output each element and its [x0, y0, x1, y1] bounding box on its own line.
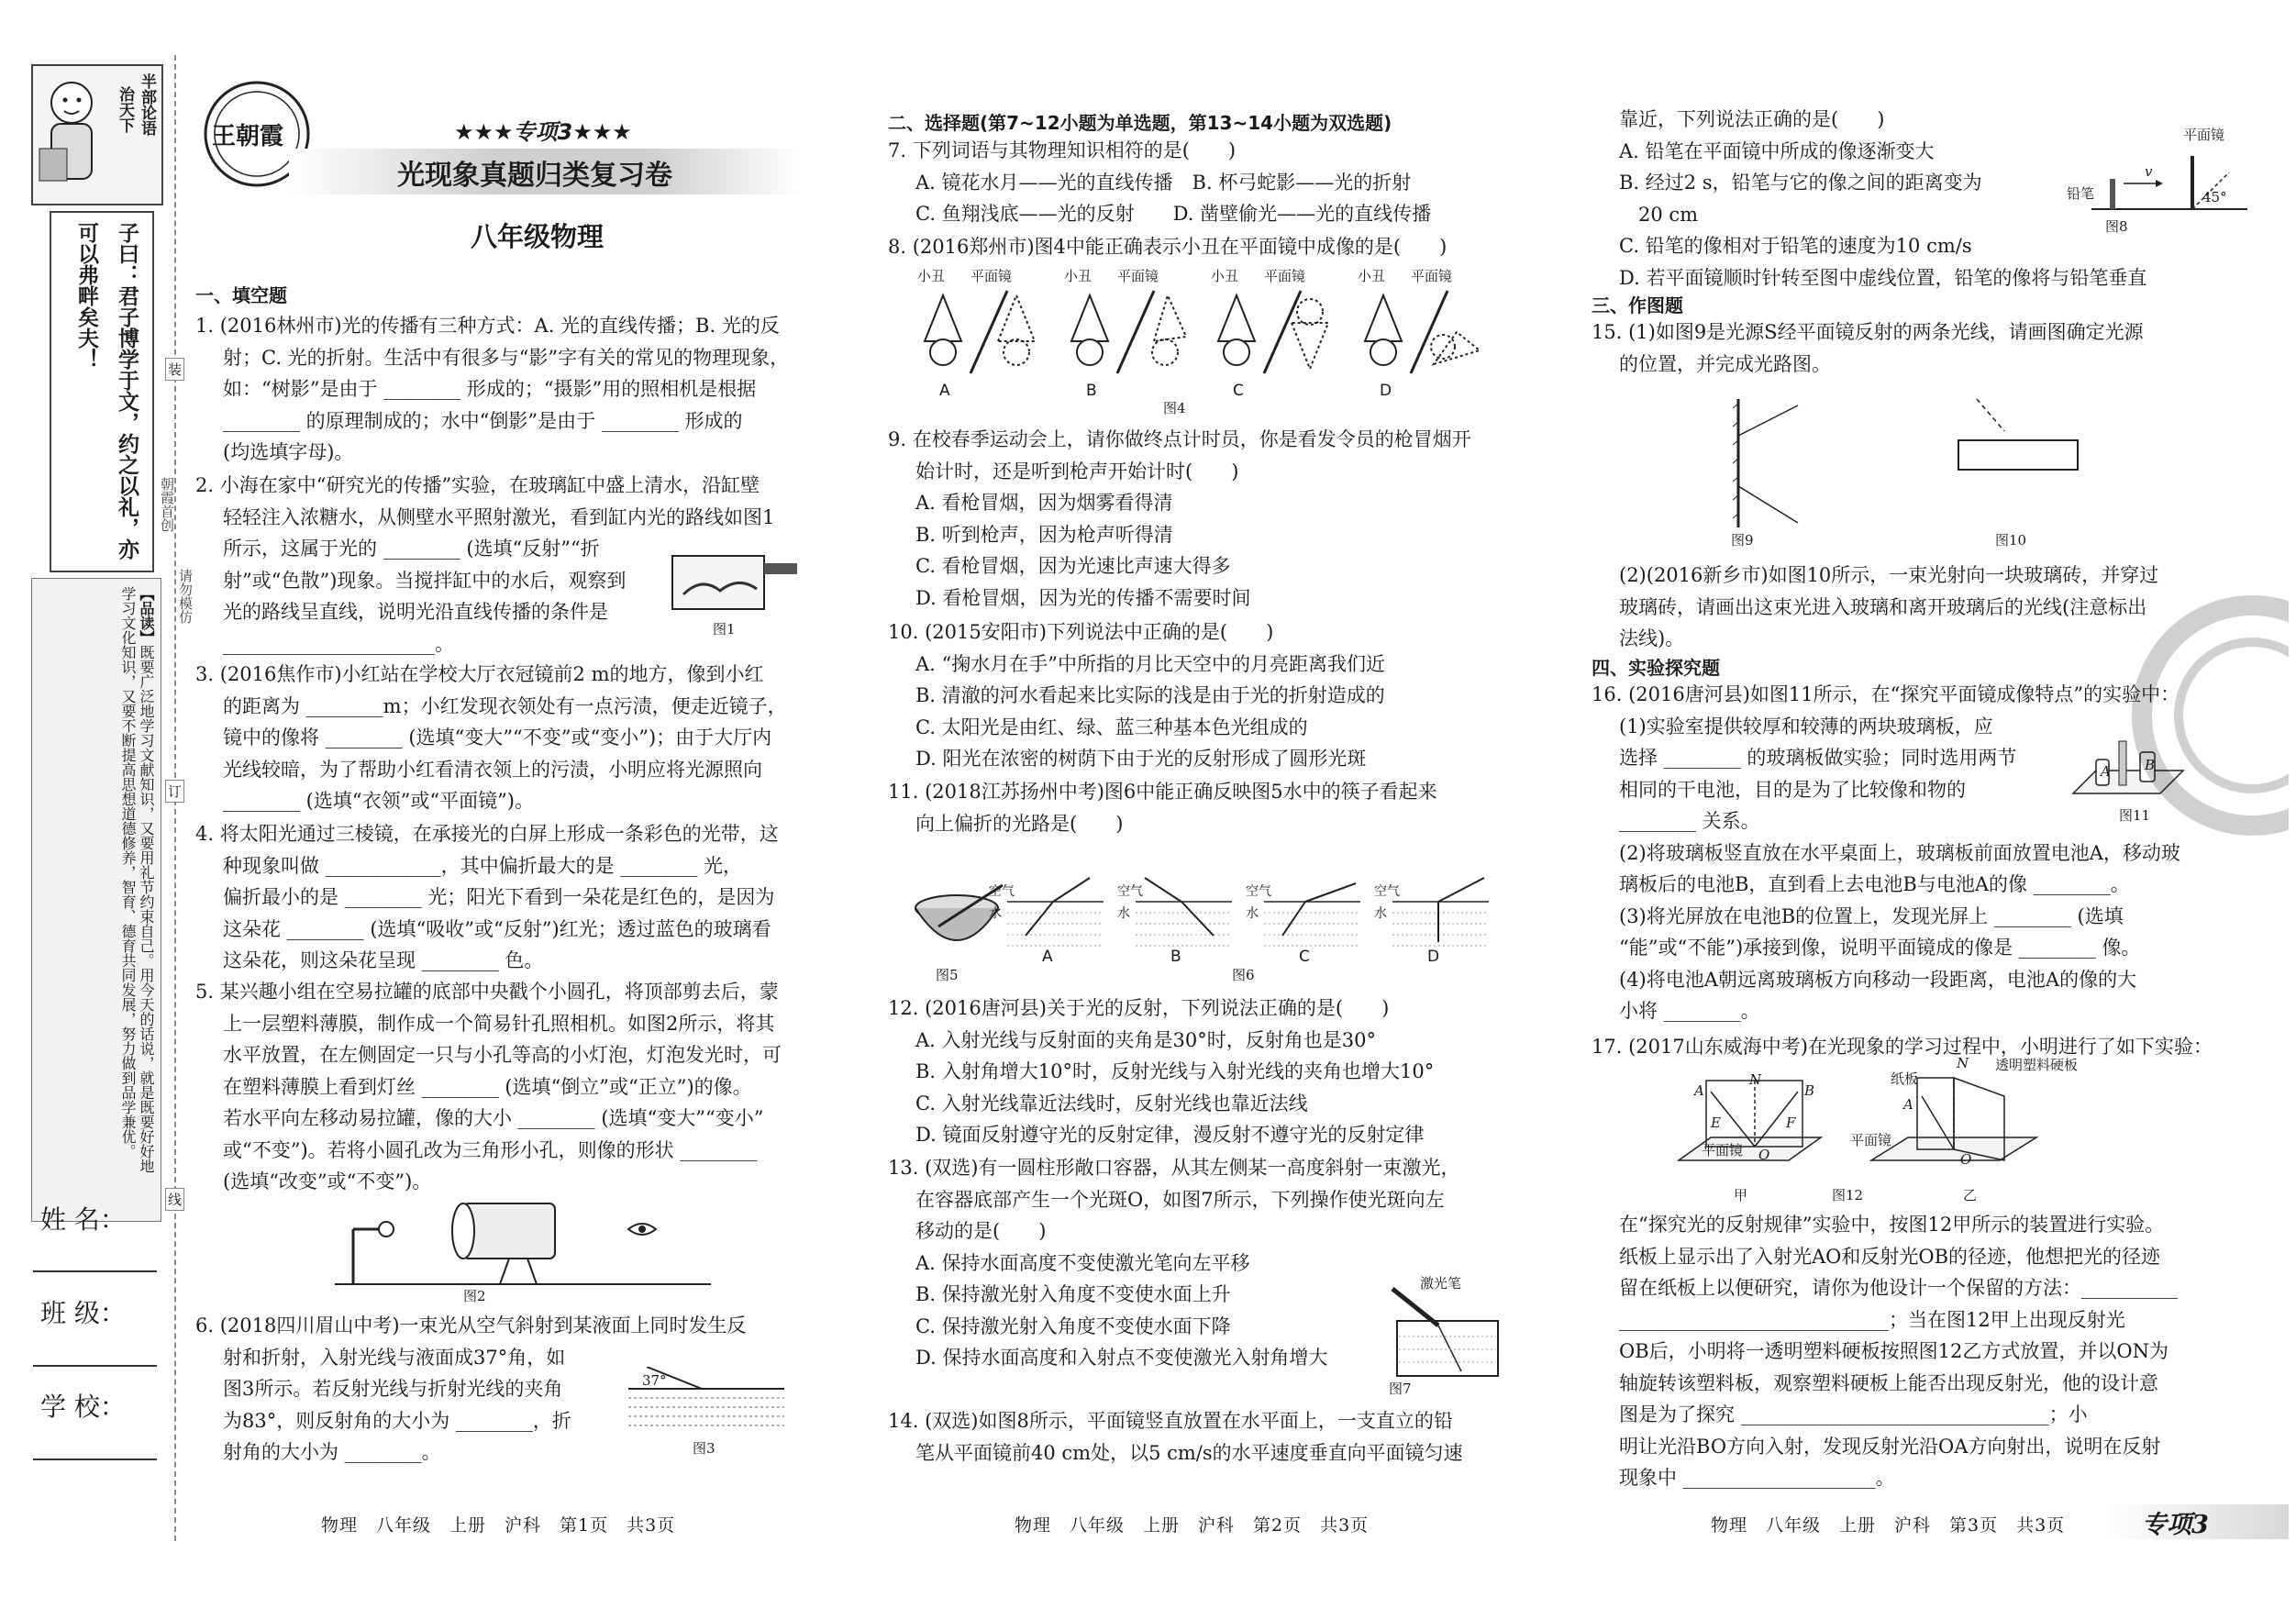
- sidebar: [18, 64, 194, 1173]
- q5-line: 水平放置，在左侧固定一只与小孔等高的小灯泡，灯泡发光时，可: [223, 1044, 782, 1066]
- fig12-yi-mirror: 平面镜: [1850, 1132, 1892, 1148]
- fig6-option-label: D: [1427, 948, 1440, 966]
- fig6-option-label: B: [1170, 948, 1181, 966]
- zhuanxiang-badge: ★★★专项3★★★: [454, 119, 632, 145]
- q3-line: 3. (2016焦作市)小红站在学校大厅衣冠镜前2 m的地方，像到小红: [195, 663, 764, 685]
- column-3: [1592, 0, 2289, 1597]
- fig4-option-b: [1062, 266, 1200, 404]
- q16-line: 选择 ________ 的玻璃板做实验；同时选用两节: [1619, 747, 2017, 769]
- badge-line-1: 半部论语: [138, 73, 156, 136]
- fig6-air-label: 空气: [989, 884, 1015, 899]
- fig4-option-label: C: [1233, 382, 1244, 400]
- class-field-label: 班 级：: [40, 1298, 126, 1328]
- name-field-label: 姓 名：: [40, 1204, 126, 1235]
- pindu-text: [118, 586, 155, 1173]
- question-11: [888, 776, 1437, 839]
- q10-line: 10. (2015安阳市)下列说法中正确的是( ): [888, 621, 1274, 643]
- fig8-velocity-label: v: [2145, 163, 2153, 180]
- cartoon-badge: [31, 64, 163, 205]
- q1-line: (均选填字母)。: [223, 441, 354, 463]
- clown-icon: [1209, 286, 1337, 378]
- fig12-label-n: N: [1749, 1071, 1762, 1088]
- fig4-label-clown: 小丑: [1064, 268, 1093, 284]
- fig4-label-mirror: 平面镜: [1117, 268, 1159, 284]
- quote-box: [50, 211, 154, 572]
- q12-line: D. 镜面反射遵守光的反射定律，漫反射不遵守光的反射定律: [915, 1124, 1425, 1146]
- fig4-caption: 图4: [1163, 400, 1186, 416]
- footer-tag-text: 专项3: [2142, 1511, 2209, 1539]
- q3-line: 镜中的像将 ________ (选填“变大”“不变”或“变小”)；由于大厅内: [223, 726, 772, 749]
- q12-line: B. 入射角增大10°时，反射光线与入射光线的夹角也增大10°: [915, 1060, 1435, 1082]
- q16-line: 璃板后的电池B，直到看上去电池B与电池A的像 ________。: [1619, 873, 2130, 895]
- fig12-jia-label: 甲: [1734, 1187, 1748, 1203]
- q15b-line: 法线)。: [1619, 627, 1685, 649]
- q5-line: 5. 某兴趣小组在空易拉罐的底部中央戳个小圆孔，将顶部剪去后，蒙: [195, 981, 779, 1003]
- q12-line: C. 入射光线靠近法线时，反射光线也靠近法线: [915, 1092, 1308, 1115]
- fig8-mirror-label: 平面镜: [2183, 127, 2225, 143]
- q13-line: A. 保持水面高度不变使激光笔向左平移: [915, 1251, 1250, 1274]
- motto-1: 朝霞首创: [159, 477, 175, 532]
- light-path-icon: [1117, 876, 1237, 949]
- q13-line: 移动的是( ): [915, 1220, 1047, 1242]
- motto-2: 请勿模仿: [177, 569, 194, 624]
- q9-line: C. 看枪冒烟，因为光速比声速大得多: [915, 555, 1231, 577]
- fig12-label-f: F: [1786, 1115, 1796, 1131]
- section-4-heading: 四、实验探究题: [1592, 657, 1720, 679]
- q14-line: 14. (双选)如图8所示，平面镜竖直放置在水平面上，一支直立的铅: [888, 1410, 1453, 1432]
- question-3: [195, 659, 787, 817]
- fig4-option-a: [915, 266, 1053, 404]
- fig12-label-e: E: [1711, 1115, 1721, 1131]
- q17b-line: OB后，小明将一透明塑料硬板按照图12乙方式放置，并以ON为: [1619, 1340, 2168, 1362]
- q13-line: 13. (双选)有一圆柱形敞口容器，从其左侧某一高度斜射一束激光，: [888, 1157, 1460, 1179]
- q10-line: D. 阳光在浓密的树荫下由于光的反射形成了圆形光斑: [915, 748, 1367, 770]
- q13-line: C. 保持激光射入角度不变使水面下降: [915, 1314, 1231, 1337]
- fig8-angle-label: 45°: [2202, 189, 2227, 205]
- q17b-line: 轴旋转该塑料板，观察塑料硬板上能否出现反射光，他的设计意: [1619, 1371, 2158, 1394]
- fig4-option-label: D: [1380, 382, 1392, 400]
- q10-line: A. “掬水月在手”中所指的月比天空中的月亮距离我们近: [915, 652, 1385, 675]
- fig6-option-label: A: [1042, 948, 1053, 966]
- question-4: [195, 818, 779, 977]
- fig9-mirror-rays: [1711, 394, 1821, 532]
- section-2-heading: 二、选择题(第7~12小题为单选题，第13~14小题为双选题): [888, 112, 1392, 134]
- pindu-body: 既要广泛地学习文献知识，又要用礼节约束自己。用今天的话说，就是既要好好地学习文化知识，又要不断提高思想道德修养，智育、德育共同发展，努力做到品学兼优。: [119, 586, 155, 1173]
- q2-line: 光的路线呈直线，说明光沿直线传播的条件是: [223, 601, 608, 623]
- q16-line: ________ 关系。: [1619, 810, 1760, 832]
- question-14: [888, 1374, 1463, 1469]
- q14b-line: D. 若平面镜顺时针转至图中虚线位置，铅笔的像将与铅笔垂直: [1619, 266, 2147, 289]
- q16-line: “能”或“不能”)承接到像，说明平面镜成的像是 ________ 像。: [1619, 937, 2141, 959]
- fig6-water-label: 水: [1374, 906, 1387, 921]
- q8-line: 8. (2016郑州市)图4中能正确表示小丑在平面镜中成像的是( ): [888, 236, 1447, 258]
- name-field-line[interactable]: [33, 1270, 157, 1272]
- fig11-caption: 图11: [2119, 807, 2151, 824]
- q9-line: 9. 在校春季运动会上，请你做终点计时员，你是看发令员的枪冒烟开: [888, 428, 1471, 450]
- fig6-option-c: [1246, 876, 1365, 968]
- fig7-caption: 图7: [1389, 1381, 1412, 1397]
- fig12-yi-paper: 纸板: [1891, 1070, 1919, 1087]
- fig6-water-label: 水: [1117, 906, 1130, 921]
- section-3-heading: 三、作图题: [1592, 294, 1683, 316]
- question-15: [1592, 316, 2144, 380]
- question-15-part2: [1619, 560, 2158, 655]
- q13-line: 在容器底部产生一个光斑O，如图7所示，下列操作使光斑向左: [915, 1188, 1445, 1211]
- q6-line: 射角的大小为 ________。: [223, 1441, 441, 1463]
- fig12-yi-a: A: [1903, 1096, 1913, 1113]
- q4-line: 这朵花，则这朵花呈现 ________ 色。: [223, 949, 544, 971]
- q12-line: A. 入射光线与反射面的夹角是30°时，反射角也是30°: [915, 1028, 1376, 1051]
- question-17-body: [1619, 1209, 2178, 1494]
- question-5: [195, 976, 782, 1198]
- fig11-label-a: A: [2101, 763, 2111, 780]
- clown-icon: [1062, 286, 1191, 378]
- fig4-option-label: A: [939, 382, 950, 400]
- q10-line: C. 太阳光是由红、绿、蓝三种基本色光组成的: [915, 715, 1308, 738]
- fig4: [915, 266, 1503, 413]
- q6-line: 图3所示。若反射光线与折射光线的夹角: [223, 1378, 563, 1400]
- fig12-label-a: A: [1694, 1082, 1704, 1099]
- q4-line: 这朵花 ________ (选填“吸收”或“反射”)红光；透过蓝色的玻璃看: [223, 917, 771, 940]
- fig12-caption: 图12: [1832, 1187, 1864, 1203]
- fig6-air-label: 空气: [1246, 884, 1271, 899]
- fig12-yi-plastic: 透明塑料硬板: [1995, 1057, 2079, 1073]
- fig12-yi-label: 乙: [1963, 1187, 1978, 1203]
- fig5-caption: 图5: [936, 967, 959, 983]
- section-1-heading: 一、填空题: [195, 284, 287, 306]
- q5-line: 若水平向左移动易拉罐，像的大小 ________ (选填“变大”“变小”: [223, 1107, 764, 1129]
- question-1: [195, 310, 789, 469]
- fig3-caption: 图3: [693, 1440, 715, 1457]
- fig8-mirror-pencil: [2091, 147, 2247, 220]
- seal-char-1: 装: [165, 358, 184, 381]
- q13-line: B. 保持激光射入角度不变使水面上升: [915, 1283, 1231, 1305]
- q5-line: 上一层塑料薄膜，制作成一个简易针孔照相机。如图2所示，将其: [223, 1012, 775, 1035]
- q16-line: (3)将光屏放在电池B的位置上，发现光屏上 ________ (选填: [1619, 904, 2124, 927]
- light-path-icon: [1374, 876, 1493, 949]
- watermark-seal: [2124, 587, 2289, 844]
- q1-line: 射；C. 光的折射。生活中有很多与“影”字有关的常见的物理现象，: [223, 346, 790, 369]
- q5-line: 或“不变”)。若将小圆孔改为三角形小孔，则像的形状 ________: [223, 1138, 758, 1161]
- q2-line: 轻轻注入浓糖水，从侧壁水平照射激光，看到缸内光的路线如图1: [223, 505, 775, 528]
- question-12: [888, 993, 1434, 1151]
- fig11-label-b: B: [2145, 757, 2156, 773]
- fig4-option-label: B: [1086, 382, 1097, 400]
- q6-line: 为83°，则反射角的大小为 ________，折: [223, 1409, 571, 1432]
- q17b-line: 图是为了探究 ________________________________；小: [1619, 1403, 2088, 1425]
- fig7-laser-label: 激光笔: [1420, 1275, 1462, 1292]
- q11-line: 向上偏折的光路是( ): [915, 812, 1124, 835]
- question-16: [1592, 679, 2180, 1027]
- pindu-title: 【品读】: [138, 586, 155, 645]
- badge-line-2: 治天下: [116, 86, 134, 133]
- q16-line: (2)将玻璃板竖直放在水平桌面上，玻璃板前面放置电池A，移动玻: [1619, 841, 2180, 864]
- fig6-option-d: [1374, 876, 1493, 968]
- cartoon-icon: [35, 71, 117, 199]
- fig6-water-label: 水: [989, 906, 1002, 921]
- q2-line: ______________________。: [223, 632, 454, 655]
- fig12-jia-mirror: 平面镜: [1702, 1142, 1744, 1159]
- fig2-caption: 图2: [463, 1288, 486, 1304]
- q16-line: 小将 ________。: [1619, 1000, 1760, 1022]
- footer-page-1: 物理 八年级 上册 沪科 第1页 共3页: [321, 1515, 676, 1536]
- q5-line: (选填“改变”或“不变”)。: [223, 1170, 432, 1192]
- q3-line: ________ (选填“衣领”或“平面镜”)。: [223, 790, 535, 812]
- fig12-yi-n: N: [1957, 1055, 1969, 1071]
- q3-line: 的距离为 ________m；小红发现衣领处有一点污渍，便走近镜子，: [223, 694, 787, 717]
- fig6-option-label: C: [1299, 948, 1310, 966]
- class-field-line[interactable]: [33, 1365, 157, 1367]
- q4-line: 4. 将太阳光通过三棱镜，在承接光的白屏上形成一条彩色的光带，这: [195, 823, 779, 845]
- q3-line: 光线较暗，为了帮助小红看清衣领上的污渍，小明应将光源照向: [223, 758, 762, 781]
- fig6: [989, 876, 1503, 968]
- fig6-air-label: 空气: [1117, 884, 1143, 899]
- q12-line: 12. (2016唐河县)关于光的反射，下列说法正确的是( ): [888, 997, 1390, 1019]
- q2-line: 2. 小海在家中“研究光的传播”实验，在玻璃缸中盛上清水，沿缸壁: [195, 474, 760, 496]
- q10-line: B. 清澈的河水看起来比实际的浅是由于光的折射造成的: [915, 684, 1385, 706]
- q9-line: 始计时，还是听到枪声开始计时( ): [915, 460, 1239, 482]
- fig6-air-label: 空气: [1374, 884, 1400, 899]
- q16-line: 16. (2016唐河县)如图11所示，在“探究平面镜成像特点”的实验中：: [1592, 683, 2180, 705]
- q17b-line: ____________________________；当在图12甲上出现反射光: [1619, 1308, 2125, 1331]
- fig4-label-clown: 小丑: [1358, 268, 1386, 284]
- question-9: [888, 424, 1471, 614]
- q17b-line: 纸板上显示出了入射光AO和反射光OB的径迹，他想把光的径迹: [1619, 1245, 2161, 1268]
- fig6-option-a: [989, 876, 1108, 968]
- footer-page-3: 物理 八年级 上册 沪科 第3页 共3页: [1711, 1515, 2066, 1536]
- fig10-caption: 图10: [1995, 532, 2027, 549]
- fig3-angle: 37°: [642, 1372, 667, 1389]
- footer-page-2: 物理 八年级 上册 沪科 第2页 共3页: [1015, 1515, 1370, 1536]
- fig12-label-o: O: [1758, 1147, 1770, 1163]
- column-1: [188, 0, 830, 1597]
- school-field-line[interactable]: [33, 1458, 157, 1460]
- fig4-label-mirror: 平面镜: [1264, 268, 1306, 284]
- fig4-label-mirror: 平面镜: [971, 268, 1013, 284]
- page-subtitle: 八年级物理: [471, 221, 605, 252]
- clown-icon: [1356, 286, 1484, 378]
- q5-line: 在塑料薄膜上看到灯丝 ________ (选填“倒立”或“正立”)的像。: [223, 1075, 752, 1098]
- column-2: [888, 0, 1521, 1597]
- q15b-line: (2)(2016新乡市)如图10所示，一束光射向一块玻璃砖，并穿过: [1619, 564, 2159, 586]
- q9-line: D. 看枪冒烟，因为光的传播不需要时间: [915, 586, 1251, 609]
- clown-icon: [915, 286, 1044, 378]
- question-10: [888, 616, 1385, 775]
- q17b-line: 明让光沿BO方向入射，发现反射光沿OA方向射出，说明在反射: [1619, 1435, 2161, 1458]
- fig8-pencil-label: 铅笔: [2067, 185, 2095, 202]
- question-7: [888, 135, 1431, 230]
- school-field-label: 学 校：: [40, 1392, 126, 1422]
- q7-line: A. 镜花水月——光的直线传播 B. 杯弓蛇影——光的折射: [915, 171, 1412, 194]
- q1-line: 如：“树影”是由于 ________ 形成的；“摄影”用的照相机是根据: [223, 378, 757, 400]
- q14b-line: 靠近，下列说法正确的是( ): [1619, 108, 1885, 130]
- q15-line: 15. (1)如图9是光源S经平面镜反射的两条光线，请画图确定光源: [1592, 321, 2144, 343]
- q14b-line: B. 经过2 s，铅笔与它的像之间的距离变为: [1619, 172, 1982, 194]
- fig4-label-clown: 小丑: [1211, 268, 1239, 284]
- q14b-line: C. 铅笔的像相对于铅笔的速度为10 cm/s: [1619, 235, 1972, 257]
- q14b-line: A. 铅笔在平面镜中所成的像逐渐变大: [1619, 139, 1935, 162]
- q6-line: 6. (2018四川眉山中考)一束光从空气斜射到某液面上同时发生反: [195, 1314, 747, 1336]
- fig6-water-label: 水: [1246, 906, 1259, 921]
- fig8-caption: 图8: [2105, 218, 2128, 235]
- seal-char-3: 线: [165, 1188, 184, 1211]
- q17b-line: 留在纸板上以便研究，请你为他设计一个保留的方法：__________: [1619, 1277, 2178, 1299]
- fig6-option-b: [1117, 876, 1237, 968]
- light-path-icon: [989, 876, 1108, 949]
- fig10-glass-brick: [1940, 394, 2087, 486]
- q7-line: 7. 下列词语与其物理知识相符的是( ): [888, 139, 1237, 161]
- q4-line: 种现象叫做 ____________，其中偏折最大的是 ________ 光，: [223, 854, 743, 877]
- fig2-pinhole-camera: [326, 1192, 748, 1293]
- q2-line: 射”或“色散”)现象。当搅拌缸中的水后，观察到: [223, 569, 627, 592]
- fig4-option-d: [1356, 266, 1493, 404]
- pindu-box: [31, 578, 161, 1222]
- q2-line: 所示，这属于光的 ________ (选填“反射”“折: [223, 538, 600, 560]
- q16-line: (1)实验室提供较厚和较薄的两块玻璃板，应: [1619, 715, 1993, 738]
- quote-text: 子曰：君子博学于文，约之以礼，亦可以弗畔矣夫！: [74, 222, 139, 560]
- q16-line: 相同的干电池，目的是为了比较像和物的: [1619, 778, 1966, 801]
- q1-line: ________ 的原理制成的；水中“倒影”是由于 ________ 形成的: [223, 409, 743, 432]
- q11-line: 11. (2018江苏扬州中考)图6中能正确反映图5水中的筷子看起来: [888, 781, 1437, 803]
- q13-line: D. 保持水面高度和入射点不变使激光入射角增大: [915, 1347, 1328, 1369]
- q1-line: 1. (2016林州市)光的传播有三种方式：A. 光的直线传播；B. 光的反: [195, 315, 780, 337]
- q15-line: 的位置，并完成光路图。: [1619, 352, 1831, 375]
- q9-line: A. 看枪冒烟，因为烟雾看得清: [915, 492, 1173, 514]
- fig12-yi-o: O: [1960, 1151, 1972, 1168]
- fig1-fishtank: [665, 549, 803, 613]
- q14b-line: 20 cm: [1619, 203, 1699, 226]
- q16-line: (4)将电池A朝远离玻璃板方向移动一段距离，电池A的像的大: [1619, 968, 2137, 991]
- question-8: [888, 231, 1447, 263]
- light-path-icon: [1246, 876, 1365, 949]
- q17b-line: 在“探究光的反射规律”实验中，按图12甲所示的装置进行实验。: [1619, 1214, 2165, 1236]
- fig12-label-b: B: [1804, 1082, 1815, 1099]
- question-17: [1592, 1031, 2213, 1063]
- q6-line: 射和折射，入射光线与液面成37°角，如: [223, 1346, 566, 1369]
- q14-line: 笔从平面镜前40 cm处，以5 cm/s的水平速度垂直向平面镜匀速: [915, 1441, 1463, 1464]
- fig4-option-c: [1209, 266, 1347, 404]
- q17-line: 17. (2017山东威海中考)在光现象的学习过程中，小明进行了如下实验：: [1592, 1036, 2213, 1058]
- fig6-caption: 图6: [1232, 967, 1255, 983]
- seal-char-2: 订: [165, 780, 184, 803]
- fig9-caption: 图9: [1731, 532, 1754, 549]
- q15b-line: 玻璃砖，请画出这束光进入玻璃和离开玻璃后的光线(注意标出: [1619, 595, 2147, 618]
- q4-line: 偏折最小的是 ________ 光；阳光下看到一朵花是红色的，是因为: [223, 886, 775, 908]
- fig4-label-clown: 小丑: [917, 268, 946, 284]
- q17b-line: 现象中 ____________________。: [1619, 1467, 1895, 1489]
- fig1-caption: 图1: [713, 621, 736, 638]
- page-title: 光现象真题归类复习卷: [397, 160, 672, 192]
- fig7-laser-container: [1374, 1280, 1512, 1381]
- brand-name: 王朝霞: [212, 123, 284, 150]
- fig4-label-mirror: 平面镜: [1411, 268, 1453, 284]
- q9-line: B. 听到枪声，因为枪声听得清: [915, 523, 1173, 546]
- q7-line: C. 鱼翔浅底——光的反射 D. 凿壁偷光——光的直线传播: [915, 203, 1432, 225]
